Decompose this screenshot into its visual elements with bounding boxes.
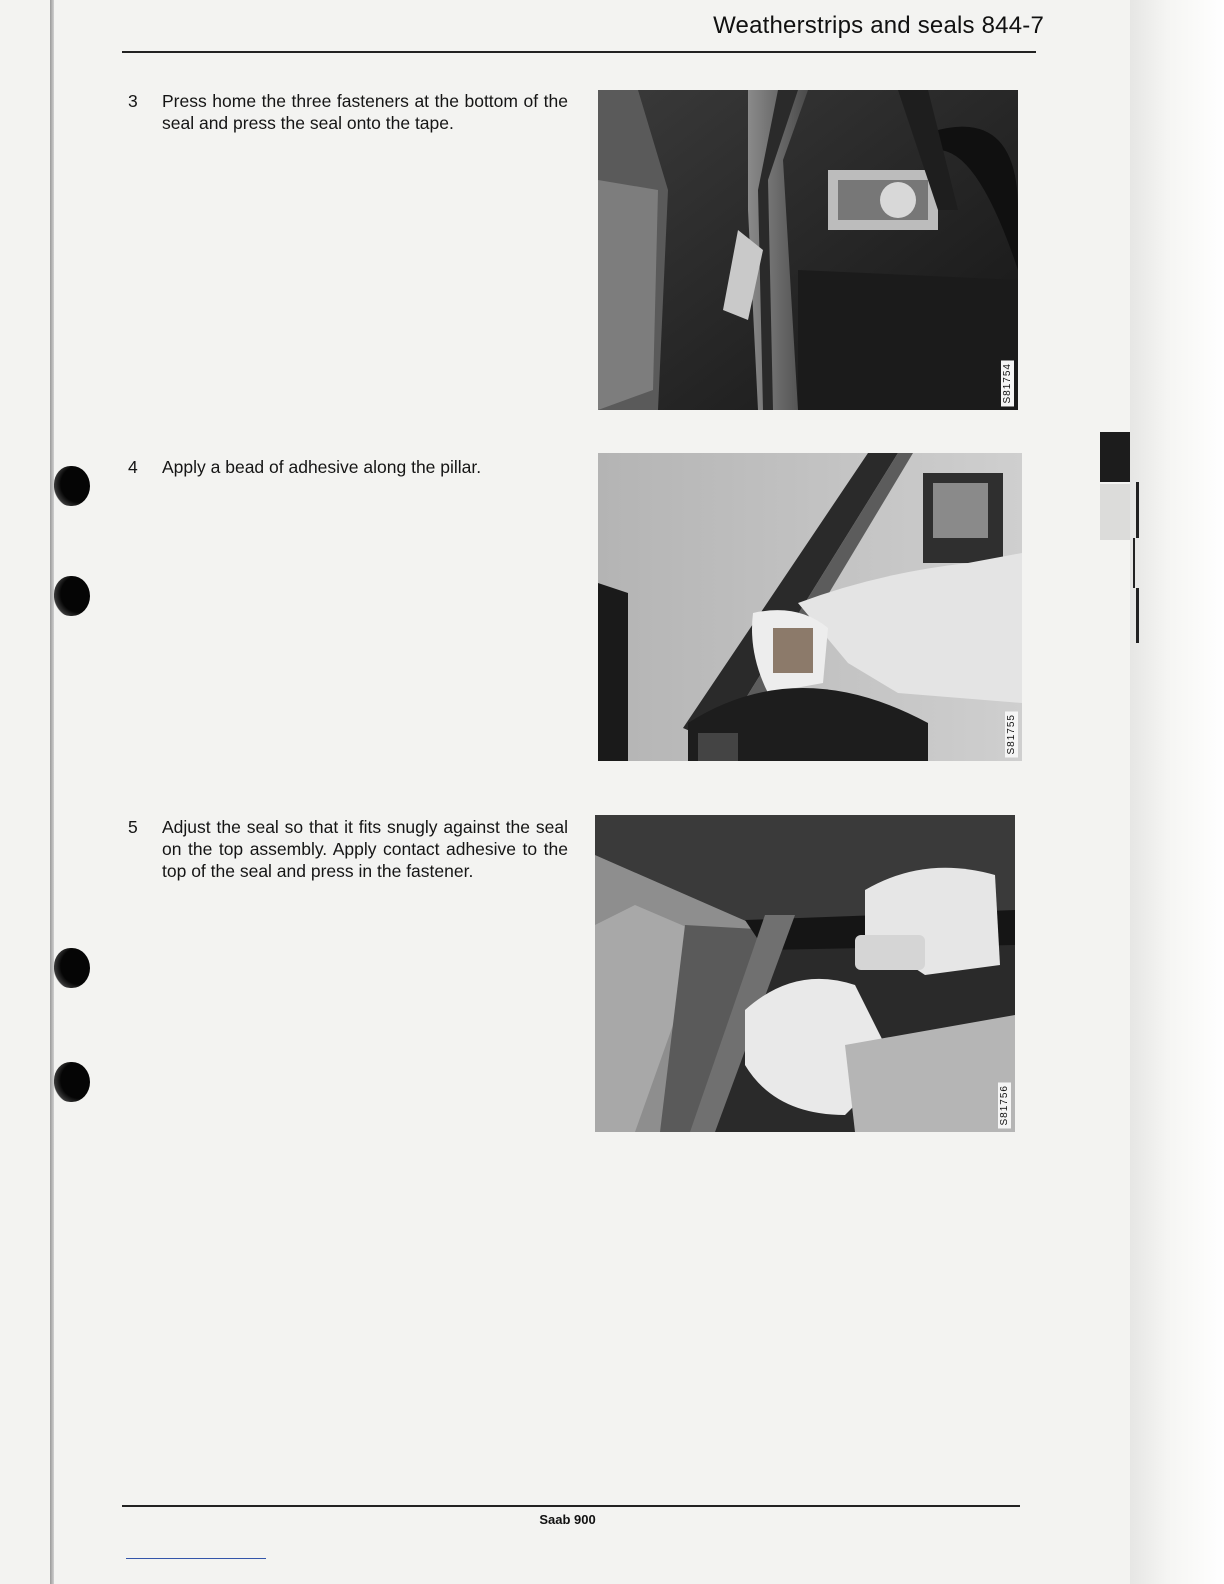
step-number: 3 — [128, 91, 138, 111]
figure-code: S81754 — [1001, 360, 1014, 406]
edge-mark — [1136, 588, 1139, 643]
step-text: Apply a bead of adhesive along the pillar. — [162, 457, 482, 477]
adhesive-bead-photo-icon — [598, 453, 1022, 761]
binder-hole — [54, 466, 90, 506]
binder-hole — [54, 948, 90, 988]
step-text: Press home the three fasteners at the bottom of the seal and press the seal onto the tape. — [162, 91, 568, 133]
door-pillar-photo-icon — [598, 90, 1018, 410]
step-5 — [128, 816, 568, 882]
header-rule — [122, 51, 1036, 53]
edge-mark — [1133, 538, 1135, 588]
figure-code: S81756 — [998, 1082, 1011, 1128]
figure-adhesive-bead — [598, 453, 1022, 761]
binder-hole — [54, 576, 90, 616]
edge-mark — [1136, 482, 1139, 538]
page-header-title: Weatherstrips and seals 844-7 — [713, 12, 1044, 39]
contact-adhesive-photo-icon — [595, 815, 1015, 1132]
step-4 — [128, 456, 568, 478]
step-3 — [128, 90, 568, 134]
footer-rule — [122, 1505, 1020, 1507]
section-tab-marker — [1100, 432, 1130, 482]
section-tab-shadow — [1100, 484, 1130, 540]
footer-title: Saab 900 — [539, 1512, 596, 1527]
bottom-line — [126, 1558, 266, 1559]
step-number: 5 — [128, 817, 138, 837]
figure-code: S81755 — [1005, 711, 1018, 757]
figure-door-pillar — [598, 90, 1018, 410]
figure-contact-adhesive — [595, 815, 1015, 1132]
binder-hole — [54, 1062, 90, 1102]
step-number: 4 — [128, 457, 138, 477]
step-text: Adjust the seal so that it fits snugly against the seal on the top assembly. Apply contact adhesive to the top of the seal and press in the fastener. — [162, 817, 568, 881]
page-edge — [50, 0, 54, 1584]
next-page-edge — [1130, 0, 1224, 1584]
